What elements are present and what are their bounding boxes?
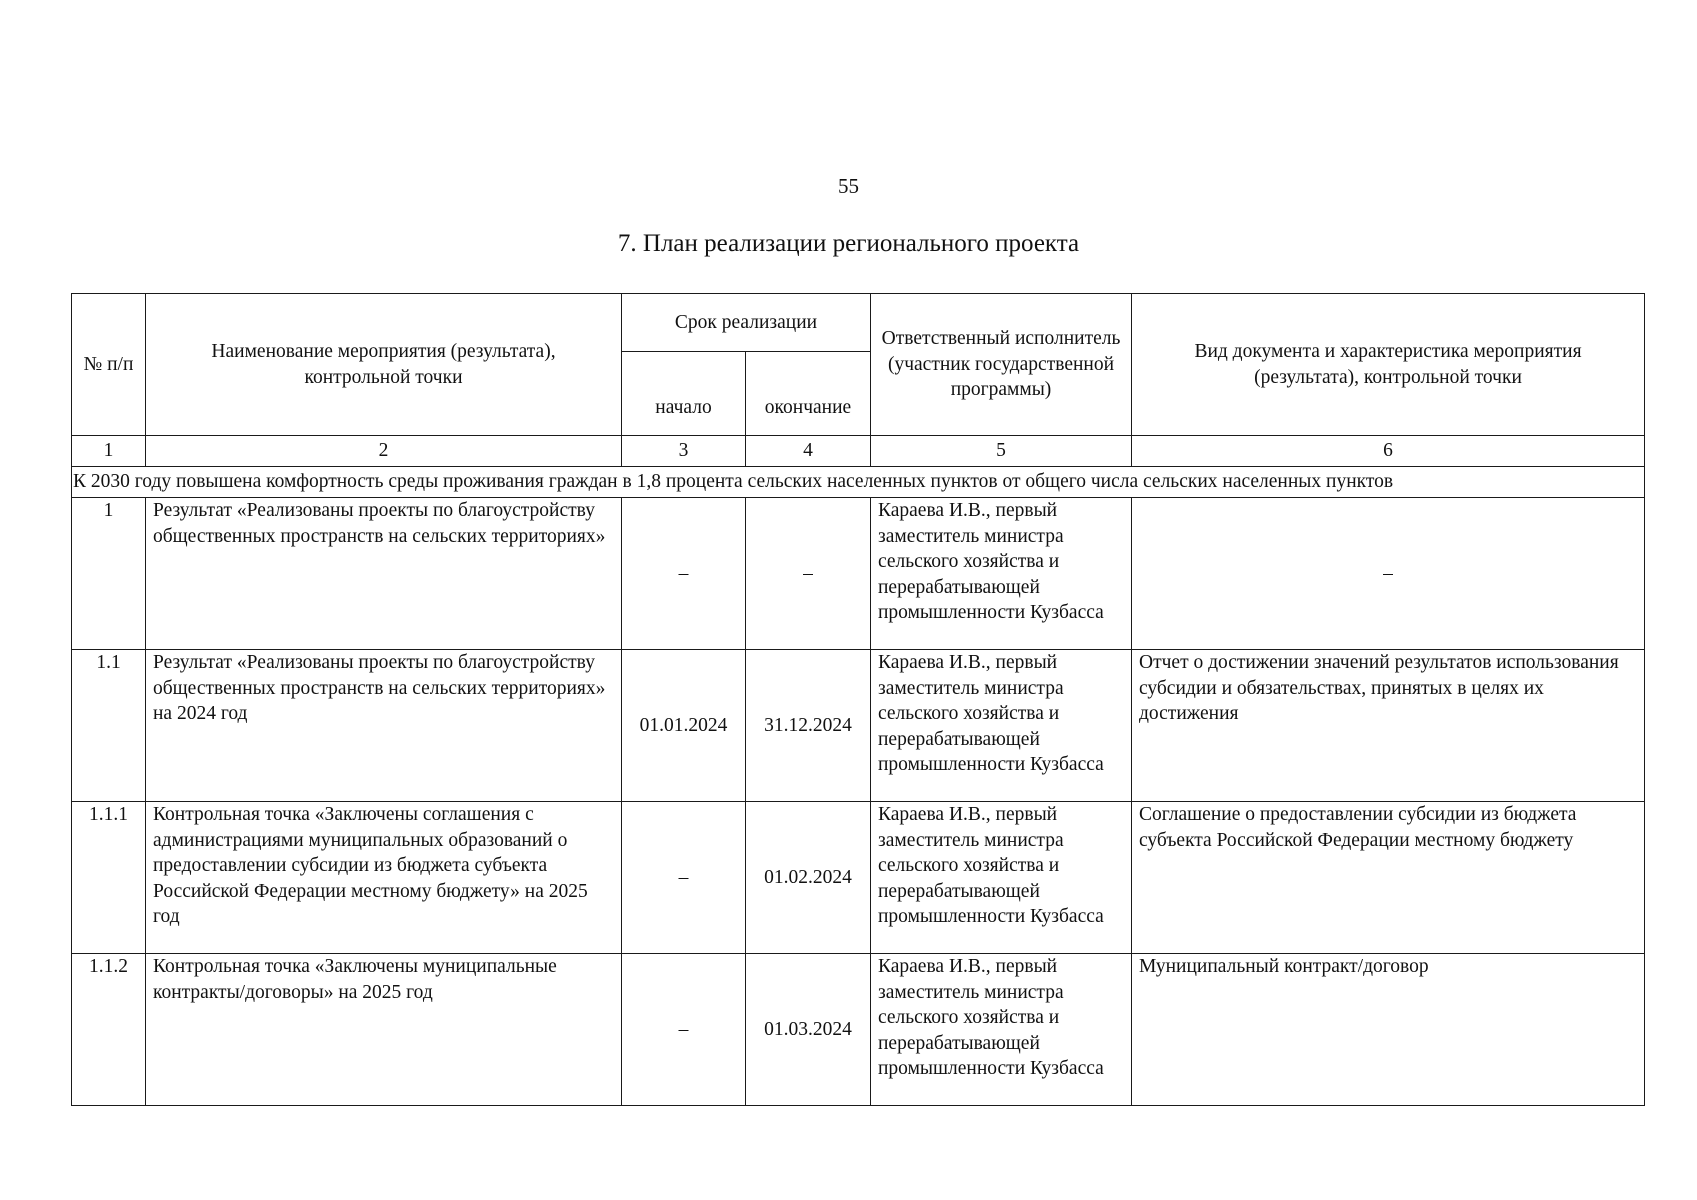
row-number: 1.1 [72,650,146,802]
goal-row [72,467,1645,498]
document-title: 7. План реализации регионального проекта [617,230,1080,257]
page-number: 55 [838,174,859,198]
row-start: – [622,498,746,650]
header-responsible: Ответственный исполнитель (участник государственной программы) [871,294,1132,436]
column-number-row [72,436,1645,467]
header-row-1 [72,294,1645,352]
column-number: 5 [871,436,1132,467]
row-start: – [622,802,746,954]
table-row [72,650,1645,802]
implementation-plan-table [71,293,1645,1106]
row-responsible: Караева И.В., первый заместитель министра сельского хозяйства и перерабатывающей промышленности Кузбасса [871,802,1132,954]
header-period: Срок реализации [622,294,871,352]
row-document: Соглашение о предоставлении субсидии из бюджета субъекта Российской Федерации местному бюджету [1132,802,1645,954]
row-responsible: Караева И.В., первый заместитель министра сельского хозяйства и перерабатывающей промышленности Кузбасса [871,650,1132,802]
column-number: 1 [72,436,146,467]
row-document: Отчет о достижении значений результатов использования субсидии и обязательствах, принятых в целях их достижения [1132,650,1645,802]
header-start: начало [622,352,746,436]
row-document: Муниципальный контракт/договор [1132,954,1645,1106]
column-number: 2 [146,436,622,467]
header-document: Вид документа и характеристика мероприятия (результата), контрольной точки [1132,294,1645,436]
table-row [72,498,1645,650]
row-end: 01.02.2024 [746,802,871,954]
row-name: Контрольная точка «Заключены соглашения с администрациями муниципальных образований о предоставлении субсидии из бюджета субъекта Российской Федерации местному бюджету» на 2025 год [146,802,622,954]
column-number: 6 [1132,436,1645,467]
header-end: окончание [746,352,871,436]
header-num: № п/п [72,294,146,436]
table-row [72,802,1645,954]
row-name: Контрольная точка «Заключены муниципальные контракты/договоры» на 2025 год [146,954,622,1106]
row-responsible: Караева И.В., первый заместитель министра сельского хозяйства и перерабатывающей промышленности Кузбасса [871,954,1132,1106]
table-row [72,954,1645,1106]
column-number: 4 [746,436,871,467]
column-number: 3 [622,436,746,467]
row-end: – [746,498,871,650]
row-document: – [1132,498,1645,650]
row-number: 1.1.2 [72,954,146,1106]
row-start: 01.01.2024 [622,650,746,802]
row-name: Результат «Реализованы проекты по благоустройству общественных пространств на сельских территориях» на 2024 год [146,650,622,802]
header-name: Наименование мероприятия (результата), контрольной точки [146,294,622,436]
row-start: – [622,954,746,1106]
row-name: Результат «Реализованы проекты по благоустройству общественных пространств на сельских территориях» [146,498,622,650]
row-end: 31.12.2024 [746,650,871,802]
row-responsible: Караева И.В., первый заместитель министра сельского хозяйства и перерабатывающей промышленности Кузбасса [871,498,1132,650]
row-number: 1.1.1 [72,802,146,954]
goal-text: К 2030 году повышена комфортность среды проживания граждан в 1,8 процента сельских населенных пунктов от общего числа сельских населенных пунктов [72,467,1645,498]
row-number: 1 [72,498,146,650]
row-end: 01.03.2024 [746,954,871,1106]
